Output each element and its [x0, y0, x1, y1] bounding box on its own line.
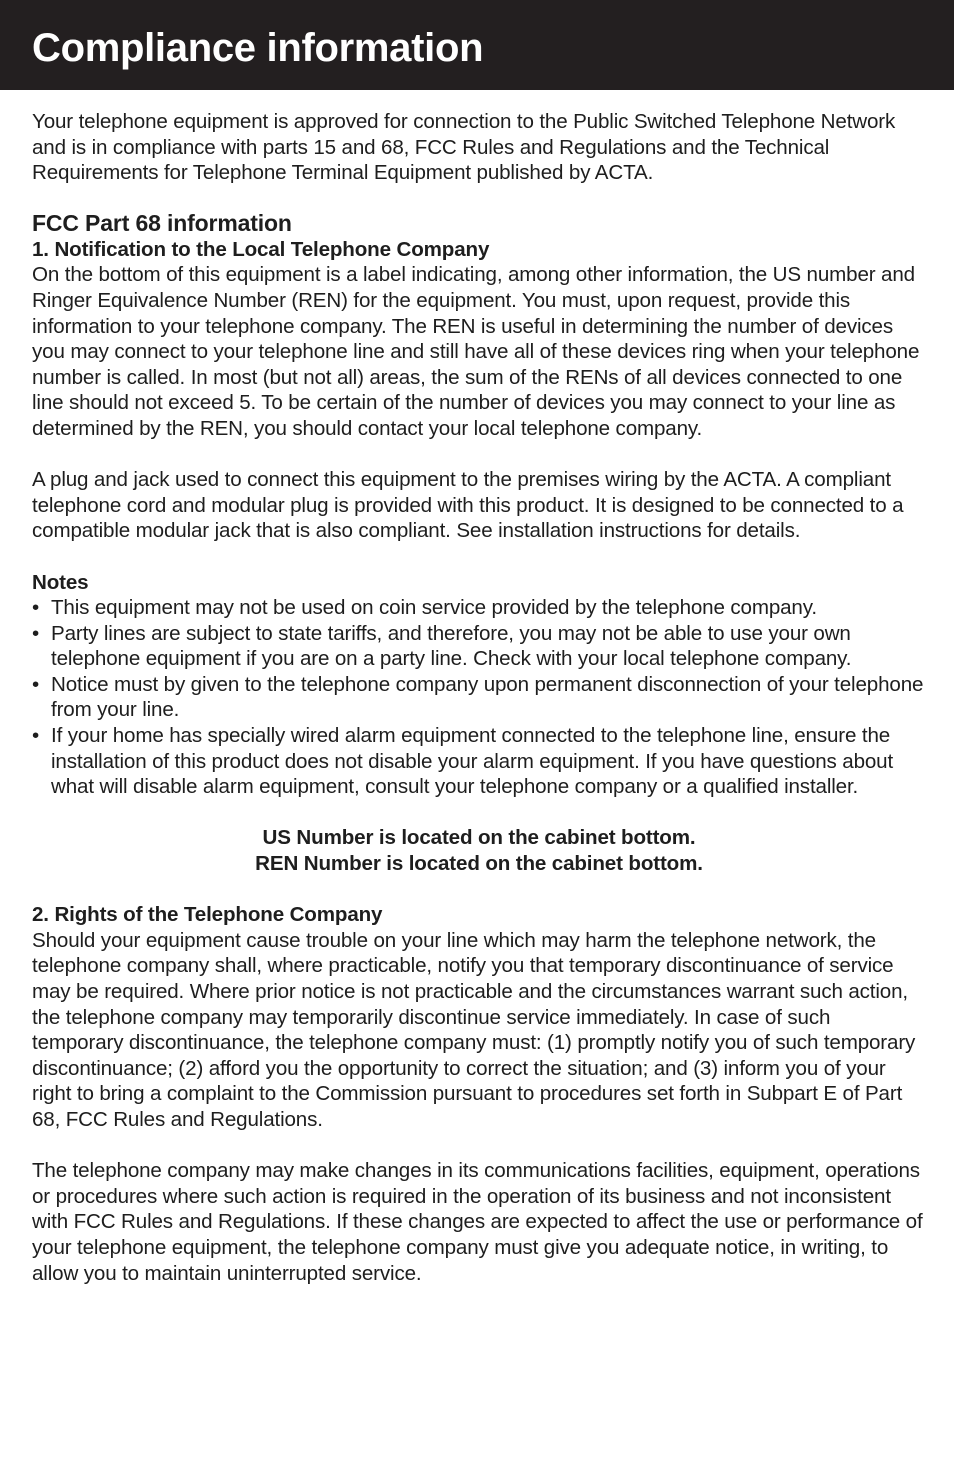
spacer — [32, 544, 926, 570]
section2-paragraph1: Should your equipment cause trouble on your line which may harm the telephone network, the telephone company shall, where practicable, notify you that temporary discontinuance of service may be required. Where prior notice is not practicable and the circumstances warrant such action, the telephone company may temporarily discontinue service immediately. In case of such temporary discontinuance, the telephone company must: (1) promptly notify you of such temporary discontinuance; (2) afford you the opportunity to correct the situation; and (3) inform you of your right to bring a complaint to the Commission pursuant to procedures set forth in Subpart E of Part 68, FCC Rules and Regulations. — [32, 928, 916, 1131]
notes-list-item: • This equipment may not be used on coin service provided by the telephone company. — [32, 595, 926, 621]
notes-list-item: • Notice must by given to the telephone company upon permanent disconnection of your telephone from your line. — [32, 672, 926, 723]
us-number-notice: US Number is located on the cabinet bottom. — [262, 826, 696, 850]
section1-heading: 1. Notification to the Local Telephone Company — [32, 237, 490, 261]
fcc-part68-heading: FCC Part 68 information — [32, 209, 292, 236]
ren-number-notice: REN Number is located on the cabinet bottom. — [255, 852, 703, 876]
notes-heading: Notes — [32, 570, 89, 594]
spacer — [32, 800, 926, 826]
spacer — [32, 877, 926, 903]
notes-list-item: • Party lines are subject to state tariffs, and therefore, you may not be able to use your own telephone equipment if you are on a party line. Check with your local telephone company. — [32, 621, 926, 672]
page-header — [0, 0, 954, 90]
section2-paragraph2: The telephone company may make changes in its communications facilities, equipment, operations or procedures where such action is required in the operation of its business and not inconsistent with FCC Rules and Regulations. If these changes are expected to affect the use or performance of your telephone equipment, the telephone company must give you adequate notice, in writing, to allow you to maintain uninterrupted service. — [32, 1159, 923, 1285]
intro-paragraph: Your telephone equipment is approved for connection to the Public Switched Telephone Network and is in compliance with parts 15 and 68, FCC Rules and Regulations and the Technical Requirements for Telephone Terminal Equipment published by ACTA. — [32, 110, 896, 185]
section1-paragraph2: A plug and jack used to connect this equipment to the premises wiring by the ACTA. A compliant telephone cord and modular plug is provided with this product. It is designed to be connected to a compatible modular jack that is also compliant. See installation instructions for details. — [32, 468, 904, 543]
section2-heading: 2. Rights of the Telephone Company — [32, 903, 383, 927]
spacer — [32, 442, 926, 468]
notes-list-item: • If your home has specially wired alarm equipment connected to the telephone line, ensure the installation of this product does not disable your alarm equipment. If you have questions about what will disable alarm equipment, consult your telephone company or a qualified installer. — [32, 723, 926, 800]
spacer — [32, 1133, 926, 1159]
document-body — [0, 90, 954, 1286]
section1-paragraph1: On the bottom of this equipment is a label indicating, among other information, the US number and Ringer Equivalence Number (REN) for the equipment. You must, upon request, provide this information to your telephone company. The REN is useful in determining the number of devices you may connect to your telephone line and still have all of these devices ring when your telephone number is called. In most (but not all) areas, the sum of the RENs of all devices connected to one line should not exceed 5. To be certain of the number of devices you may connect to your line as determined by the REN, you should contact your local telephone company. — [32, 263, 920, 440]
page-title: Compliance information — [32, 26, 484, 70]
notes-list — [32, 595, 926, 800]
